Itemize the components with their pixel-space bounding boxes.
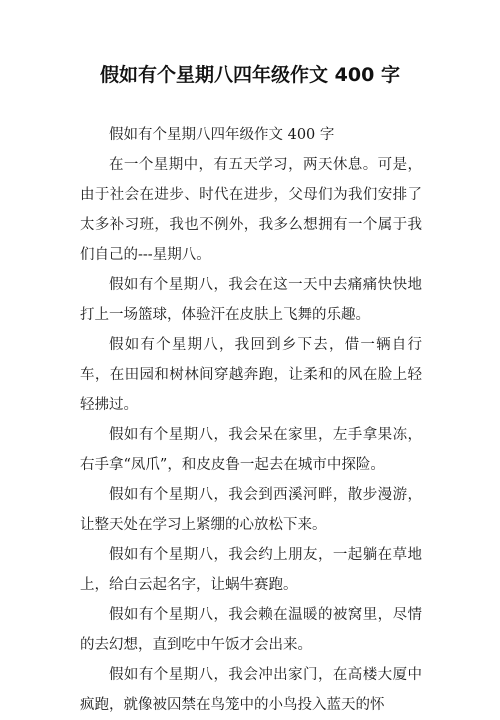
document-body: [80, 120, 422, 720]
paragraph-run: 假如有个星期八，我会冲出家门，在高楼大厦中疯跑，就像被囚禁在鸟笼中的小鸟投入蓝天的怀: [80, 667, 422, 713]
paragraph-home: 假如有个星期八，我会呆在家里，左手拿果冻，右手拿“凤爪”，和皮皮鲁一起去在城市中探险。: [80, 427, 422, 473]
paragraph-subtitle: 假如有个星期八四年级作文 400 字: [109, 127, 335, 143]
paragraph-intro: 在一个星期中，有五天学习，两天休息。可是，由于社会在进步、时代在进步，父母们为我们安排了太多补习班，我也不例外，我多么想拥有一个属于我们自己的---星期八。: [80, 157, 422, 263]
paragraph-friends: 假如有个星期八，我会约上朋友，一起躺在草地上，给白云起名字，让蜗牛赛跑。: [80, 547, 422, 593]
paragraph-river: 假如有个星期八，我会到西溪河畔，散步漫游，让整天处在学习上紧绷的心放松下来。: [80, 487, 422, 533]
paragraph-basketball: 假如有个星期八，我会在这一天中去痛痛快快地打上一场篮球，体验汗在皮肤上飞舞的乐趣。: [80, 277, 422, 323]
paragraph-bed: 假如有个星期八，我会赖在温暖的被窝里，尽情的去幻想，直到吃中午饭才会出来。: [80, 607, 422, 653]
document-title: 假如有个星期八四年级作文 400 字: [100, 64, 400, 86]
paragraph-countryside: 假如有个星期八，我回到乡下去，借一辆自行车，在田园和树林间穿越奔跑，让柔和的风在脸上轻轻拂过。: [80, 337, 422, 413]
